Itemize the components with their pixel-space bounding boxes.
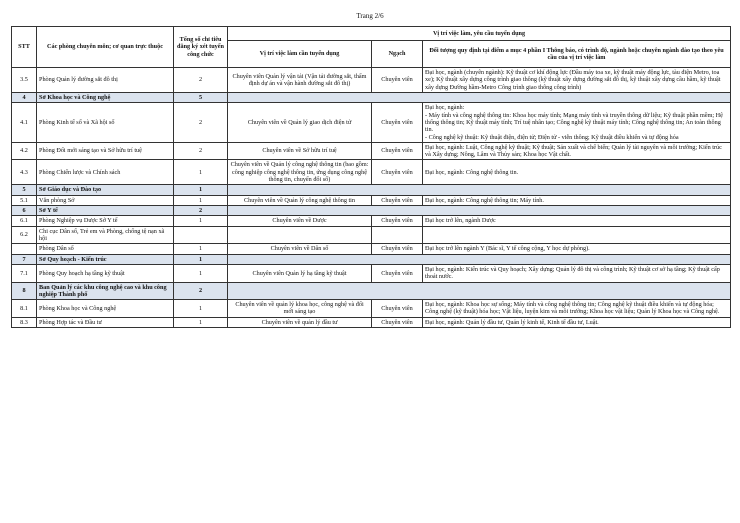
row-requirement: Đại học, ngành: Khoa học sự sống; Máy tính và công nghệ thông tin; Công nghệ kỹ thuật điều khiển và tự động hóa; Công nghệ (kỹ thuật) hóa học; Vật liệu, luyện kim và môi trường; Khoa học vật liệu; Quản lý Khoa học và Công nghệ. [423, 300, 731, 318]
section-filler [228, 282, 731, 300]
row-rank: Chuyên viên [372, 300, 423, 318]
row-position: Chuyên viên về Dược [228, 216, 372, 226]
row-position: Chuyên viên về Quản lý công nghệ thông tin (bao gồm: công nghiệp công nghệ thông tin, ứng dụng công nghệ thông tin, chuyển đổi số) [228, 160, 372, 185]
table-row [12, 103, 731, 143]
section-total: 2 [174, 206, 228, 216]
row-requirement: Đại học trở lên, ngành Dược [423, 216, 731, 226]
table-row [12, 68, 731, 93]
row-stt: 7.1 [12, 264, 37, 282]
section-stt: 6 [12, 206, 37, 216]
row-total: 2 [174, 142, 228, 160]
header-position: Vị trí việc làm cần tuyển dụng [228, 41, 372, 68]
section-stt: 5 [12, 185, 37, 195]
row-position: Chuyên viên về Sở hữu trí tuệ [228, 142, 372, 160]
header-group: Vị trí việc làm, yêu cầu tuyển dụng [228, 27, 731, 41]
row-total: 1 [174, 244, 228, 254]
table-row [12, 244, 731, 254]
table-row [12, 142, 731, 160]
header-unit: Các phòng chuyên môn; cơ quan trực thuộc [37, 27, 174, 68]
section-row [12, 282, 731, 300]
row-requirement: Đại học trở lên ngành Y (Bác sĩ, Y tế công cộng, Y học dự phòng). [423, 244, 731, 254]
row-requirement: Đại học, ngành: Kiến trúc và Quy hoạch; Xây dựng; Quản lý đô thị và công trình; Kỹ thuật cơ sở hạ tầng; Kỹ thuật cấp thoát nước. [423, 264, 731, 282]
section-filler [228, 254, 731, 264]
table-row [12, 317, 731, 327]
header-total: Tổng số chỉ tiêu đăng ký xét tuyển công chức [174, 27, 228, 68]
row-rank: Chuyên viên [372, 195, 423, 205]
section-filler [228, 206, 731, 216]
page-number: Trang 2/6 [356, 12, 384, 20]
section-total: 1 [174, 254, 228, 264]
table-row [12, 264, 731, 282]
row-position: Chuyên viên về Quản lý công nghệ thông tin [228, 195, 372, 205]
section-title: Sở Y tế [37, 206, 174, 216]
table-body [12, 68, 731, 328]
row-unit: Phòng Kinh tế số và Xã hội số [37, 103, 174, 143]
row-position: Chuyên viên về Dân số [228, 244, 372, 254]
header-stt: STT [12, 27, 37, 68]
row-rank: Chuyên viên [372, 264, 423, 282]
row-total [174, 226, 228, 244]
section-stt: 8 [12, 282, 37, 300]
row-stt: 8.1 [12, 300, 37, 318]
row-rank: Chuyên viên [372, 244, 423, 254]
row-total: 1 [174, 216, 228, 226]
header-row-top [12, 27, 731, 41]
row-unit: Phòng Quy hoạch hạ tầng kỹ thuật [37, 264, 174, 282]
recruitment-table [11, 26, 731, 328]
row-position: Chuyên viên về quản lý đầu tư [228, 317, 372, 327]
row-stt: 6.1 [12, 216, 37, 226]
section-row [12, 206, 731, 216]
table-row [12, 226, 731, 244]
row-total: 1 [174, 300, 228, 318]
section-title: Sở Quy hoạch - Kiến trúc [37, 254, 174, 264]
row-unit: Phòng Nghiệp vụ Dược Sở Y tế [37, 216, 174, 226]
row-total: 2 [174, 103, 228, 143]
row-total: 1 [174, 160, 228, 185]
table-row [12, 300, 731, 318]
row-requirement: Đại học, ngành: Công nghệ thông tin; Máy tính. [423, 195, 731, 205]
row-rank: Chuyên viên [372, 142, 423, 160]
row-stt [12, 244, 37, 254]
row-requirement: Đại học, ngành: Công nghệ thông tin. [423, 160, 731, 185]
row-stt: 8.3 [12, 317, 37, 327]
row-unit: Phòng Đổi mới sáng tạo và Sở hữu trí tuệ [37, 142, 174, 160]
row-total: 2 [174, 68, 228, 93]
section-row [12, 92, 731, 102]
row-requirement [423, 226, 731, 244]
section-stt: 7 [12, 254, 37, 264]
row-unit: Phòng Dân số [37, 244, 174, 254]
table-row [12, 160, 731, 185]
section-stt: 4 [12, 92, 37, 102]
section-row [12, 254, 731, 264]
section-total: 5 [174, 92, 228, 102]
row-unit: Chi cục Dân số, Trẻ em và Phòng, chống tệ nạn xã hội [37, 226, 174, 244]
row-stt: 3.5 [12, 68, 37, 93]
section-filler [228, 92, 731, 102]
row-unit: Phòng Khoa học và Công nghệ [37, 300, 174, 318]
row-stt: 4.2 [12, 142, 37, 160]
row-total: 1 [174, 317, 228, 327]
row-position: Chuyên viên về quản lý khoa học, công nghệ và đổi mới sáng tạo [228, 300, 372, 318]
row-rank: Chuyên viên [372, 103, 423, 143]
section-row [12, 185, 731, 195]
section-title: Sở Giáo dục và Đào tạo [37, 185, 174, 195]
section-title: Ban Quản lý các khu công nghệ cao và khu công nghiệp Thành phố [37, 282, 174, 300]
row-unit: Văn phòng Sở [37, 195, 174, 205]
row-rank: Chuyên viên [372, 160, 423, 185]
row-total: 1 [174, 195, 228, 205]
table-row [12, 195, 731, 205]
row-rank: Chuyên viên [372, 216, 423, 226]
row-unit: Phòng Chiến lược và Chính sách [37, 160, 174, 185]
row-requirement: Đại học, ngành: Luật, Công nghệ kỹ thuật; Kỹ thuật; Sản xuất và chế biến; Quản lý tài nguyên và môi trường; Kiến trúc và Xây dựng; Nông, Lâm và Thủy sản; Khoa học Vật chất. [423, 142, 731, 160]
row-requirement: Đại học, ngành: - Máy tính và công nghệ thông tin: Khoa học máy tính; Mạng máy tính và truyền thông dữ liệu; Kỹ thuật phần mềm; Hệ thống thông tin; Kỹ thuật máy tính; Trí tuệ nhân tạo; Công nghệ kỹ thuật máy tính; Công nghệ thông tin; An toàn thông tin. - Công nghệ kỹ thuật: Kỹ thuật điện, điện tử; Điện tử - viễn thông; Kỹ thuật điều khiển và tự động hóa [423, 103, 731, 143]
row-rank: Chuyên viên [372, 68, 423, 93]
row-stt: 4.3 [12, 160, 37, 185]
row-total: 1 [174, 264, 228, 282]
row-position: Chuyên viên Quản lý hạ tầng kỹ thuật [228, 264, 372, 282]
row-unit: Phòng Hợp tác và Đầu tư [37, 317, 174, 327]
row-position: Chuyên viên về Quản lý giao dịch điện tử [228, 103, 372, 143]
section-total: 2 [174, 282, 228, 300]
row-position: Chuyên viên Quản lý vận tải (Vận tải đường sắt, thẩm định dự án và vận hành đường sắt đô thị) [228, 68, 372, 93]
row-requirement: Đại học, ngành: Quản lý đầu tư, Quản lý kinh tế, Kinh tế đầu tư, Luật. [423, 317, 731, 327]
row-stt: 6.2 [12, 226, 37, 244]
header-requirement: Đối tượng quy định tại điểm a mục 4 phần I Thông báo, có trình độ, ngành hoặc chuyên ngành đào tạo theo yêu cầu của vị trí việc làm [423, 41, 731, 68]
row-unit: Phòng Quản lý đường sắt đô thị [37, 68, 174, 93]
row-stt: 4.1 [12, 103, 37, 143]
row-rank: Chuyên viên [372, 317, 423, 327]
section-title: Sở Khoa học và Công nghệ [37, 92, 174, 102]
section-filler [228, 185, 731, 195]
row-requirement: Đại học, ngành (chuyên ngành): Kỹ thuật cơ khí động lực (Đầu máy toa xe, kỹ thuật máy động lực, tàu điện Metro, toa xe); Kỹ thuật xây dựng công trình giao thông (kỹ thuật xây dựng đường sắt đô thị, kỹ thuật xây dựng cầu hầm, kỹ thuật xây dựng Đường hầm-Metro Công trình giao thông công trình) [423, 68, 731, 93]
section-total: 1 [174, 185, 228, 195]
row-position [228, 226, 372, 244]
row-rank [372, 226, 423, 244]
header-rank: Ngạch [372, 41, 423, 68]
row-stt: 5.1 [12, 195, 37, 205]
table-row [12, 216, 731, 226]
